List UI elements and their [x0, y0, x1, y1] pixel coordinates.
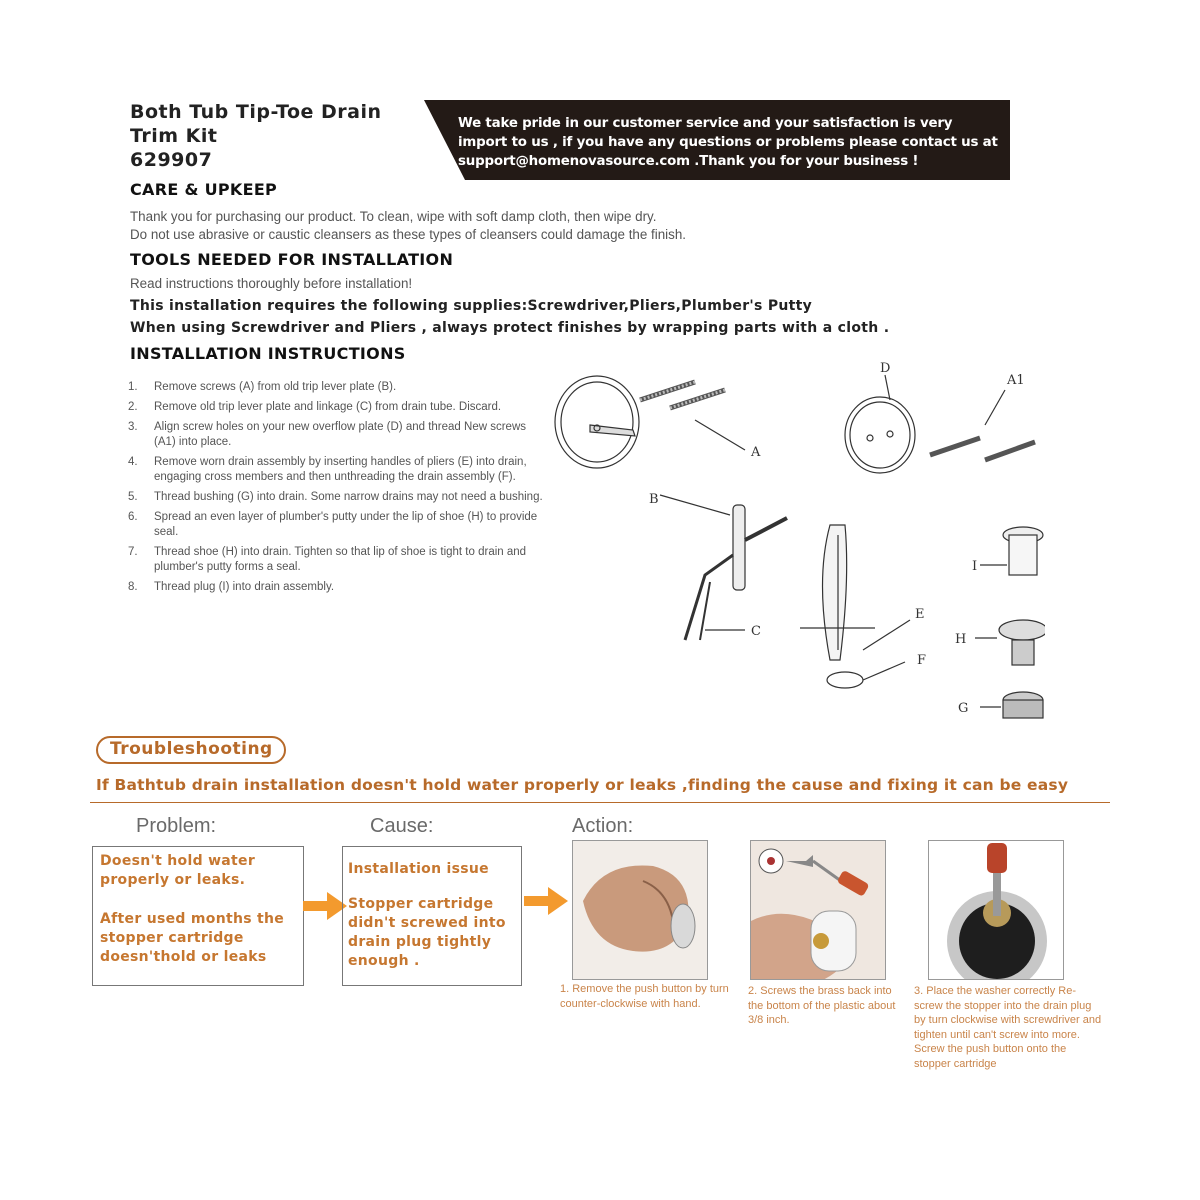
label-a: A	[751, 445, 761, 460]
shoe-h-icon	[975, 620, 1045, 665]
label-h: H	[955, 632, 967, 647]
action-photo-1	[572, 840, 708, 980]
cause-heading: Cause:	[370, 815, 434, 837]
cause-text-2: Stopper cartridge didn't screwed into drain plug tightly enough .	[348, 896, 506, 969]
troubleshooting-subtitle: If Bathtub drain installation doesn't hold water properly or leaks ,finding the cause and fixing it can be easy	[96, 776, 1069, 794]
label-c: C	[751, 624, 761, 639]
arrow-right-icon	[524, 887, 568, 915]
label-i: I	[972, 559, 978, 574]
label-g: G	[958, 701, 969, 716]
label-f: F	[917, 653, 927, 668]
label-b: B	[649, 492, 659, 507]
product-title	[130, 100, 382, 172]
screwdriver-stopper-icon	[929, 841, 1064, 980]
install-step: 3. Align screw holes on your new overflow plate (D) and thread New screws (A1) into place.	[128, 421, 526, 448]
old-trip-lever-plate-icon	[555, 376, 639, 468]
pliers-icon	[800, 525, 910, 660]
screws-a-icon	[640, 382, 745, 450]
install-step: 2. Remove old trip lever plate and linkage (C) from drain tube. Discard.	[128, 401, 502, 413]
troubleshooting-label: Troubleshooting	[110, 739, 273, 759]
care-text-line1: Thank you for purchasing our product. To clean, wipe with soft damp cloth, then wipe dry.	[130, 209, 657, 224]
tools-text-line1: Read instructions thoroughly before installation!	[130, 276, 413, 291]
install-step: 1. Remove screws (A) from old trip lever plate (B).	[128, 381, 397, 393]
new-overflow-plate-icon	[845, 375, 915, 473]
arrow-right-icon	[303, 892, 347, 920]
action-photo-3	[928, 840, 1064, 980]
screws-a1-icon	[930, 390, 1035, 460]
parts-diagram	[545, 350, 1045, 740]
install-steps-list	[128, 380, 548, 600]
trip-lever-linkage-icon	[660, 495, 787, 640]
action-photo-2	[750, 840, 886, 980]
action-caption-3: 3. Place the washer correctly Re-screw the stopper into the drain plug by turn clockwise with screwdriver and tighten until can't screw into more. Screw the push button onto the stopper cartridge	[914, 985, 1102, 1070]
tools-protect-note: When using Screwdriver and Pliers , always protect finishes by wrapping parts with a cloth .	[130, 320, 890, 336]
drain-f-icon	[827, 662, 905, 688]
brass-screw-icon	[751, 841, 886, 980]
action-caption-2: 2. Screws the brass back into the bottom of the plastic about 3/8 inch.	[748, 985, 896, 1026]
problem-text-2: After used months the stopper cartridge doesn'thold or leaks	[100, 911, 285, 965]
product-title-line1: Both Tub Tip-Toe Drain	[130, 101, 382, 123]
plug-i-icon	[980, 527, 1043, 575]
service-banner-text: We take pride in our customer service and your satisfaction is very import to us , if you have any questions or problems please contact us at support@homenovasource.com .Thank you for your business !	[458, 116, 998, 169]
label-e: E	[915, 607, 925, 622]
install-step: 7. Thread shoe (H) into drain. Tighten so that lip of shoe is tight to drain and plumber's putty forms a seal.	[128, 546, 527, 573]
action-caption-1: 1. Remove the push button by turn counter-clockwise with hand.	[560, 983, 729, 1010]
install-step: 6. Spread an even layer of plumber's putty under the lip of shoe (H) to provide seal.	[128, 511, 538, 538]
install-step: 8. Thread plug (I) into drain assembly.	[128, 581, 335, 593]
problem-heading: Problem:	[136, 815, 217, 837]
bushing-g-icon	[980, 692, 1043, 718]
troubleshooting-divider	[90, 802, 1110, 803]
install-step: 4. Remove worn drain assembly by inserting handles of pliers (E) into drain, engaging cross members and then unthreading the drain assembly (F).	[128, 456, 527, 483]
care-heading: CARE & UPKEEP	[130, 180, 278, 199]
tools-heading: TOOLS NEEDED FOR INSTALLATION	[130, 250, 454, 269]
care-text-line2: Do not use abrasive or caustic cleansers as these types of cleansers could damage the finish.	[130, 227, 687, 242]
install-step: 5. Thread bushing (G) into drain. Some narrow drains may not need a bushing.	[128, 491, 543, 503]
product-model-number: 629907	[130, 149, 213, 171]
action-heading: Action:	[572, 815, 634, 837]
tools-supplies: This installation requires the following supplies:Screwdriver,Pliers,Plumber's Putty	[130, 298, 813, 314]
product-title-line2: Trim Kit	[130, 125, 218, 147]
label-a1: A1	[1007, 373, 1025, 388]
problem-text-1: Doesn't hold water properly or leaks.	[100, 853, 256, 888]
cause-text-1: Installation issue	[348, 861, 489, 877]
install-heading: INSTALLATION INSTRUCTIONS	[130, 344, 406, 363]
label-d: D	[880, 361, 891, 376]
hand-remove-button-icon	[573, 841, 708, 980]
